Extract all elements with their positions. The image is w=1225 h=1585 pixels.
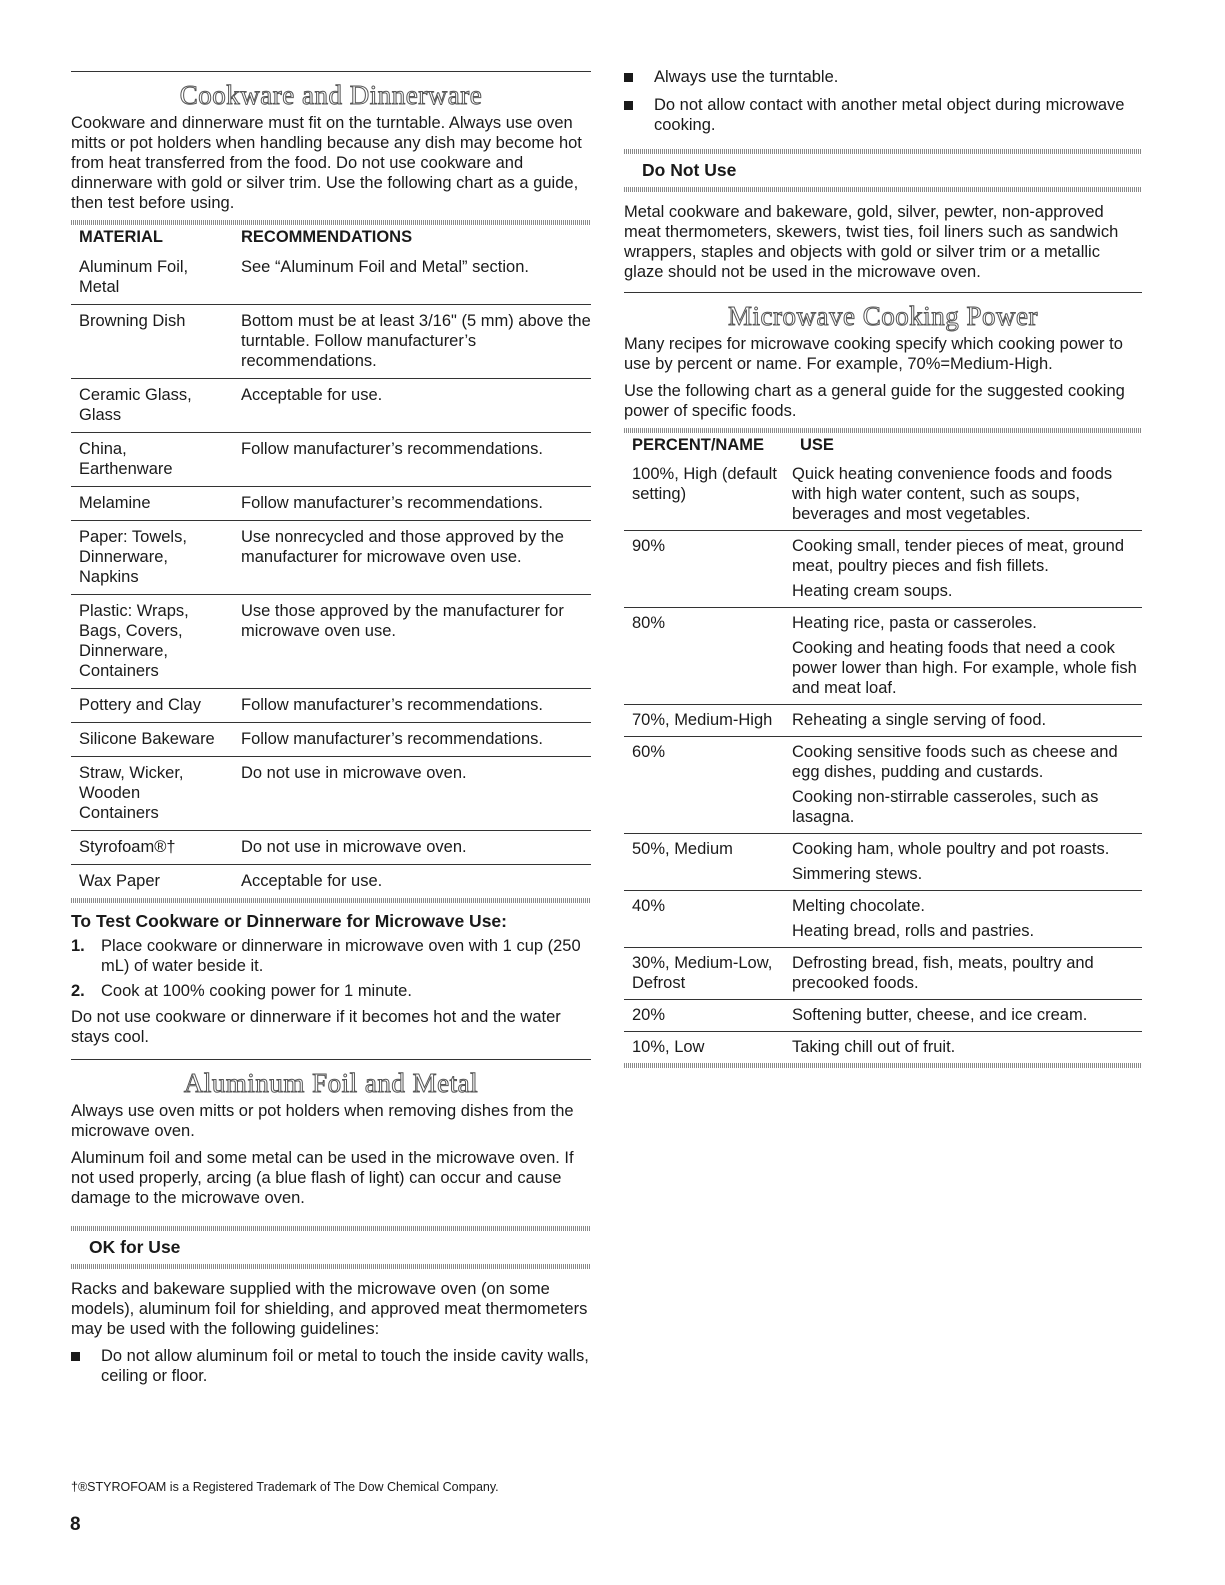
recommendation-cell: Do not use in microwave oven. bbox=[219, 757, 591, 831]
use-text: Softening butter, cheese, and ice cream. bbox=[792, 1006, 1088, 1024]
percent-name-cell: 60% bbox=[624, 737, 792, 834]
use-text: Melting chocolate. bbox=[792, 897, 925, 915]
table-row bbox=[624, 531, 1142, 608]
table-row bbox=[71, 831, 591, 865]
test-note: Do not use cookware or dinnerware if it becomes hot and the water stays cool. bbox=[71, 1008, 561, 1046]
percent-name-cell: 20% bbox=[624, 1000, 792, 1032]
material-cell: Paper: Towels, Dinnerware, Napkins bbox=[71, 521, 219, 595]
right-column bbox=[624, 67, 1142, 1068]
step-number: 2. bbox=[71, 982, 85, 1000]
material-cell: Styrofoam®† bbox=[71, 831, 219, 865]
section-rule bbox=[624, 292, 1142, 293]
power-table bbox=[624, 433, 1142, 1063]
recommendation-cell: Follow manufacturer’s recommendations. bbox=[219, 487, 591, 521]
dotted-divider bbox=[624, 187, 1142, 192]
list-item-text: Do not allow contact with another metal object during microwave cooking. bbox=[654, 96, 1125, 134]
table-row bbox=[624, 1000, 1142, 1032]
recommendation-cell: Bottom must be at least 3/16" (5 mm) above the turntable. Follow manufacturer’s recommendations. bbox=[219, 305, 591, 379]
list-item bbox=[624, 95, 1142, 135]
recommendation-cell: Follow manufacturer’s recommendations. bbox=[219, 689, 591, 723]
dotted-divider bbox=[624, 1063, 1142, 1068]
use-cell bbox=[792, 1000, 1142, 1032]
material-cell: Ceramic Glass, Glass bbox=[71, 379, 219, 433]
use-cell bbox=[792, 737, 1142, 834]
step-text: Cook at 100% cooking power for 1 minute. bbox=[101, 982, 412, 1000]
recommendation-cell: Do not use in microwave oven. bbox=[219, 831, 591, 865]
use-text: Quick heating convenience foods and foods with high water content, such as soups, beverages and most vegetables. bbox=[792, 465, 1113, 523]
square-bullet-icon bbox=[624, 73, 633, 82]
percent-name-cell: 90% bbox=[624, 531, 792, 608]
table-row bbox=[71, 757, 591, 831]
table-row bbox=[71, 487, 591, 521]
use-cell bbox=[792, 891, 1142, 948]
use-cell bbox=[792, 608, 1142, 705]
use-cell bbox=[792, 948, 1142, 1000]
use-cell bbox=[792, 531, 1142, 608]
percent-name-cell: 50%, Medium bbox=[624, 834, 792, 891]
material-cell: Aluminum Foil, Metal bbox=[71, 251, 219, 305]
foil-paragraph-1: Always use oven mitts or pot holders when removing dishes from the microwave oven. bbox=[71, 1102, 574, 1140]
section-rule bbox=[71, 1059, 591, 1060]
step-number: 1. bbox=[71, 937, 85, 955]
recommendation-cell: See “Aluminum Foil and Metal” section. bbox=[219, 251, 591, 305]
table-row bbox=[71, 689, 591, 723]
percent-name-cell: 100%, High (default setting) bbox=[624, 459, 792, 531]
list-item-text: Always use the turntable. bbox=[654, 68, 839, 86]
table-row bbox=[71, 521, 591, 595]
list-item bbox=[71, 1346, 591, 1386]
table-row bbox=[624, 608, 1142, 705]
table-row bbox=[624, 737, 1142, 834]
table-row bbox=[624, 459, 1142, 531]
ok-for-use-list bbox=[71, 1346, 591, 1386]
recommendations-header: RECOMMENDATIONS bbox=[241, 228, 413, 246]
do-not-use-title: Do Not Use bbox=[642, 160, 737, 180]
use-text: Heating bread, rolls and pastries. bbox=[792, 922, 1035, 940]
recommendation-cell: Acceptable for use. bbox=[219, 379, 591, 433]
use-text: Cooking sensitive foods such as cheese and egg dishes, pudding and custards. bbox=[792, 743, 1118, 781]
table-row bbox=[624, 1032, 1142, 1064]
ok-for-use-text: Racks and bakeware supplied with the microwave oven (on some models), aluminum foil for shielding, and approved meat thermometers may be used with the following guidelines: bbox=[71, 1280, 588, 1338]
ok-for-use-list-continued bbox=[624, 67, 1142, 135]
table-row bbox=[624, 948, 1142, 1000]
do-not-use-text: Metal cookware and bakeware, gold, silver, pewter, non-approved meat thermometers, skewers, twist ties, foil liners such as sandwich wrappers, staples and objects with gold or silver trim or a metallic glaze should not be used in the microwave oven. bbox=[624, 203, 1119, 281]
use-cell bbox=[792, 834, 1142, 891]
material-cell: Wax Paper bbox=[79, 872, 161, 890]
use-text: Simmering stews. bbox=[792, 865, 923, 883]
use-cell bbox=[792, 705, 1142, 737]
table-row bbox=[624, 891, 1142, 948]
test-heading: To Test Cookware or Dinnerware for Microwave Use: bbox=[71, 911, 507, 931]
foil-paragraph-2: Aluminum foil and some metal can be used in the microwave oven. If not used properly, arcing (a blue flash of light) can occur and cause damage to the microwave oven. bbox=[71, 1149, 574, 1207]
section-rule bbox=[71, 71, 591, 72]
test-step bbox=[71, 936, 591, 976]
table-row bbox=[71, 305, 591, 379]
dotted-divider bbox=[71, 898, 591, 903]
material-cell: China, Earthenware bbox=[71, 433, 219, 487]
use-text: Cooking small, tender pieces of meat, ground meat, poultry pieces and fish fillets. bbox=[792, 537, 1125, 575]
recommendation-cell: Follow manufacturer’s recommendations. bbox=[219, 433, 591, 487]
cookware-intro: Cookware and dinnerware must fit on the turntable. Always use oven mitts or pot holders when handling because any dish may become hot from heat transferred from the food. Do not use cookware and dinnerware with gold or silver trim. Use the following chart as a guide, then test before using. bbox=[71, 114, 582, 212]
use-cell bbox=[792, 459, 1142, 531]
test-steps bbox=[71, 936, 591, 1001]
use-text: Cooking non-stirrable casseroles, such as lasagna. bbox=[792, 788, 1099, 826]
use-text: Cooking ham, whole poultry and pot roasts. bbox=[792, 840, 1110, 858]
table-row bbox=[71, 865, 591, 899]
power-section-title: Microwave Cooking Power bbox=[728, 301, 1038, 331]
square-bullet-icon bbox=[624, 101, 633, 110]
table-row bbox=[71, 595, 591, 689]
material-cell: Browning Dish bbox=[71, 305, 219, 379]
trademark-footnote: †®STYROFOAM is a Registered Trademark of The Dow Chemical Company. bbox=[71, 1480, 499, 1494]
table-row bbox=[71, 251, 591, 305]
percent-name-cell: 40% bbox=[624, 891, 792, 948]
table-row bbox=[71, 379, 591, 433]
use-text: Cooking and heating foods that need a cook power lower than high. For example, whole fish and meat loaf. bbox=[792, 639, 1137, 697]
test-step bbox=[71, 981, 591, 1001]
material-cell: Silicone Bakeware bbox=[71, 723, 219, 757]
power-paragraph-1: Many recipes for microwave cooking specify which cooking power to use by percent or name. For example, 70%=Medium-High. bbox=[624, 335, 1123, 373]
use-header: USE bbox=[800, 436, 834, 454]
material-cell: Pottery and Clay bbox=[71, 689, 219, 723]
percent-name-cell: 70%, Medium-High bbox=[624, 705, 792, 737]
left-column bbox=[71, 71, 591, 1394]
recommendation-cell: Acceptable for use. bbox=[241, 872, 383, 890]
material-cell: Melamine bbox=[71, 487, 219, 521]
material-cell: Plastic: Wraps, Bags, Covers, Dinnerware, Containers bbox=[71, 595, 219, 689]
percent-name-cell: 10%, Low bbox=[632, 1038, 705, 1056]
use-text: Defrosting bread, fish, meats, poultry and precooked foods. bbox=[792, 954, 1094, 992]
list-item bbox=[624, 67, 1142, 87]
table-row bbox=[624, 834, 1142, 891]
use-cell bbox=[792, 1032, 1142, 1064]
material-cell: Straw, Wicker, Wooden Containers bbox=[71, 757, 219, 831]
ok-for-use-title: OK for Use bbox=[89, 1237, 181, 1257]
foil-section-title: Aluminum Foil and Metal bbox=[183, 1068, 479, 1098]
cookware-section-title: Cookware and Dinnerware bbox=[179, 80, 483, 110]
recommendation-cell: Use those approved by the manufacturer for microwave oven use. bbox=[219, 595, 591, 689]
use-text: Heating rice, pasta or casseroles. bbox=[792, 614, 1037, 632]
percent-name-cell: 80% bbox=[624, 608, 792, 705]
table-row bbox=[624, 705, 1142, 737]
page-number: 8 bbox=[70, 1514, 81, 1535]
material-header: MATERIAL bbox=[79, 228, 164, 246]
percent-name-header: PERCENT/NAME bbox=[632, 436, 765, 454]
power-paragraph-2: Use the following chart as a general guide for the suggested cooking power of specific foods. bbox=[624, 382, 1125, 420]
table-row bbox=[71, 723, 591, 757]
percent-name-cell: 30%, Medium-Low, Defrost bbox=[624, 948, 792, 1000]
use-text: Heating cream soups. bbox=[792, 582, 953, 600]
use-text: Reheating a single serving of food. bbox=[792, 711, 1047, 729]
table-row bbox=[71, 433, 591, 487]
materials-table bbox=[71, 225, 591, 898]
square-bullet-icon bbox=[71, 1352, 80, 1361]
recommendation-cell: Use nonrecycled and those approved by the manufacturer for microwave oven use. bbox=[219, 521, 591, 595]
dotted-divider bbox=[71, 1264, 591, 1269]
recommendation-cell: Follow manufacturer’s recommendations. bbox=[219, 723, 591, 757]
list-item-text: Do not allow aluminum foil or metal to touch the inside cavity walls, ceiling or floor. bbox=[101, 1347, 589, 1385]
materials-table-body bbox=[71, 251, 591, 898]
step-text: Place cookware or dinnerware in microwave oven with 1 cup (250 mL) of water beside it. bbox=[101, 937, 581, 975]
use-text: Taking chill out of fruit. bbox=[792, 1038, 956, 1056]
power-table-body bbox=[624, 459, 1142, 1063]
